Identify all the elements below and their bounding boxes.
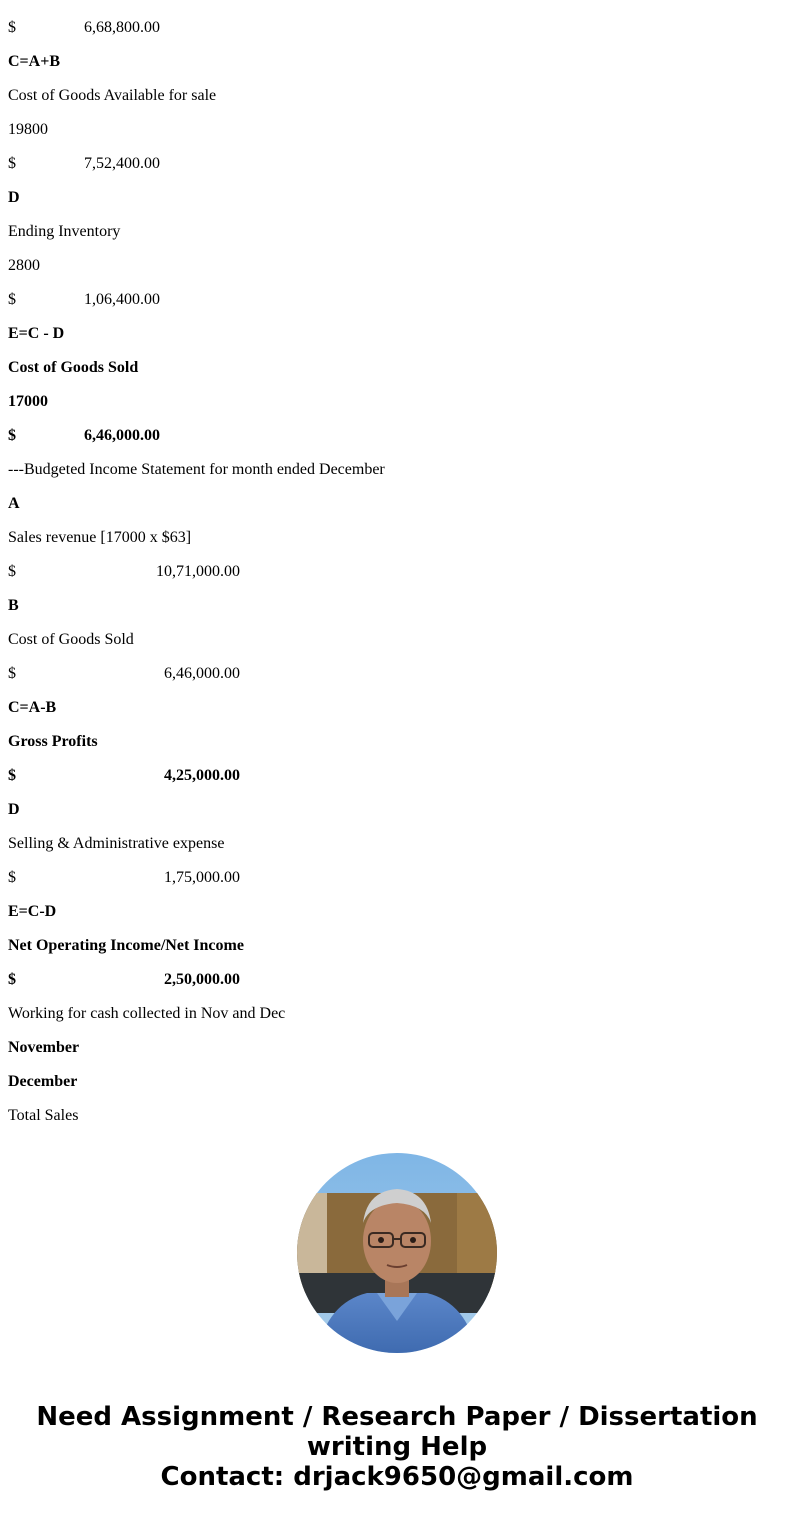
quantity-value: 2800 xyxy=(8,257,40,274)
amount-row xyxy=(8,154,160,174)
item-label: Cost of Goods Sold xyxy=(8,631,134,648)
quantity-value: 19800 xyxy=(8,121,48,138)
formula-label: E=C - D xyxy=(8,325,65,342)
item-label: Gross Profits xyxy=(8,733,98,750)
amount-value: 4,25,000.00 xyxy=(164,767,240,784)
item-label: Cost of Goods Available for sale xyxy=(8,87,217,104)
item-label: Net Operating Income/Net Income xyxy=(8,937,244,954)
promo-line-2: writing Help xyxy=(306,1432,488,1462)
item-label: Ending Inventory xyxy=(8,223,121,240)
amount-row xyxy=(8,664,240,684)
formula-label: A xyxy=(8,495,20,512)
item-label: Selling & Administrative expense xyxy=(8,835,225,852)
author-photo xyxy=(297,1153,497,1353)
amount-row xyxy=(8,766,240,786)
amount-value: 6,46,000.00 xyxy=(164,665,240,682)
amount-value: 6,68,800.00 xyxy=(84,19,160,36)
section-heading: Working for cash collected in Nov and Dec xyxy=(8,1005,286,1022)
dollar-sign: $ xyxy=(8,19,16,36)
promo-line-1: Need Assignment / Research Paper / Dissertation xyxy=(36,1402,758,1432)
dollar-sign: $ xyxy=(8,563,16,580)
formula-label: D xyxy=(8,189,20,206)
amount-value: 10,71,000.00 xyxy=(156,563,240,580)
dollar-sign: $ xyxy=(8,971,16,988)
dollar-sign: $ xyxy=(8,291,16,308)
amount-row xyxy=(8,18,160,38)
amount-value: 2,50,000.00 xyxy=(164,971,240,988)
dollar-sign: $ xyxy=(8,665,16,682)
promo-banner xyxy=(0,1402,794,1492)
formula-label: C=A-B xyxy=(8,699,57,716)
formula-label: B xyxy=(8,597,19,614)
formula-label: C=A+B xyxy=(8,53,61,70)
item-label: Sales revenue [17000 x $63] xyxy=(8,529,192,546)
section-heading: ---Budgeted Income Statement for month ended December xyxy=(8,461,385,478)
amount-row xyxy=(8,868,240,888)
amount-row xyxy=(8,426,160,446)
dollar-sign: $ xyxy=(8,767,16,784)
formula-label: D xyxy=(8,801,20,818)
formula-label: E=C-D xyxy=(8,903,57,920)
amount-value: 6,46,000.00 xyxy=(84,427,160,444)
dollar-sign: $ xyxy=(8,155,16,172)
amount-value: 7,52,400.00 xyxy=(84,155,160,172)
month-label: November xyxy=(8,1039,80,1056)
item-label: Total Sales xyxy=(8,1107,79,1124)
dollar-sign: $ xyxy=(8,869,16,886)
item-label: Cost of Goods Sold xyxy=(8,359,139,376)
amount-row xyxy=(8,970,240,990)
promo-contact: Contact: drjack9650@gmail.com xyxy=(160,1462,634,1492)
amount-value: 1,06,400.00 xyxy=(84,291,160,308)
amount-value: 1,75,000.00 xyxy=(164,869,240,886)
month-label: December xyxy=(8,1073,78,1090)
quantity-value: 17000 xyxy=(8,393,48,410)
portrait-image xyxy=(297,1153,497,1353)
amount-row xyxy=(8,562,240,582)
amount-row xyxy=(8,290,160,310)
dollar-sign: $ xyxy=(8,427,16,444)
